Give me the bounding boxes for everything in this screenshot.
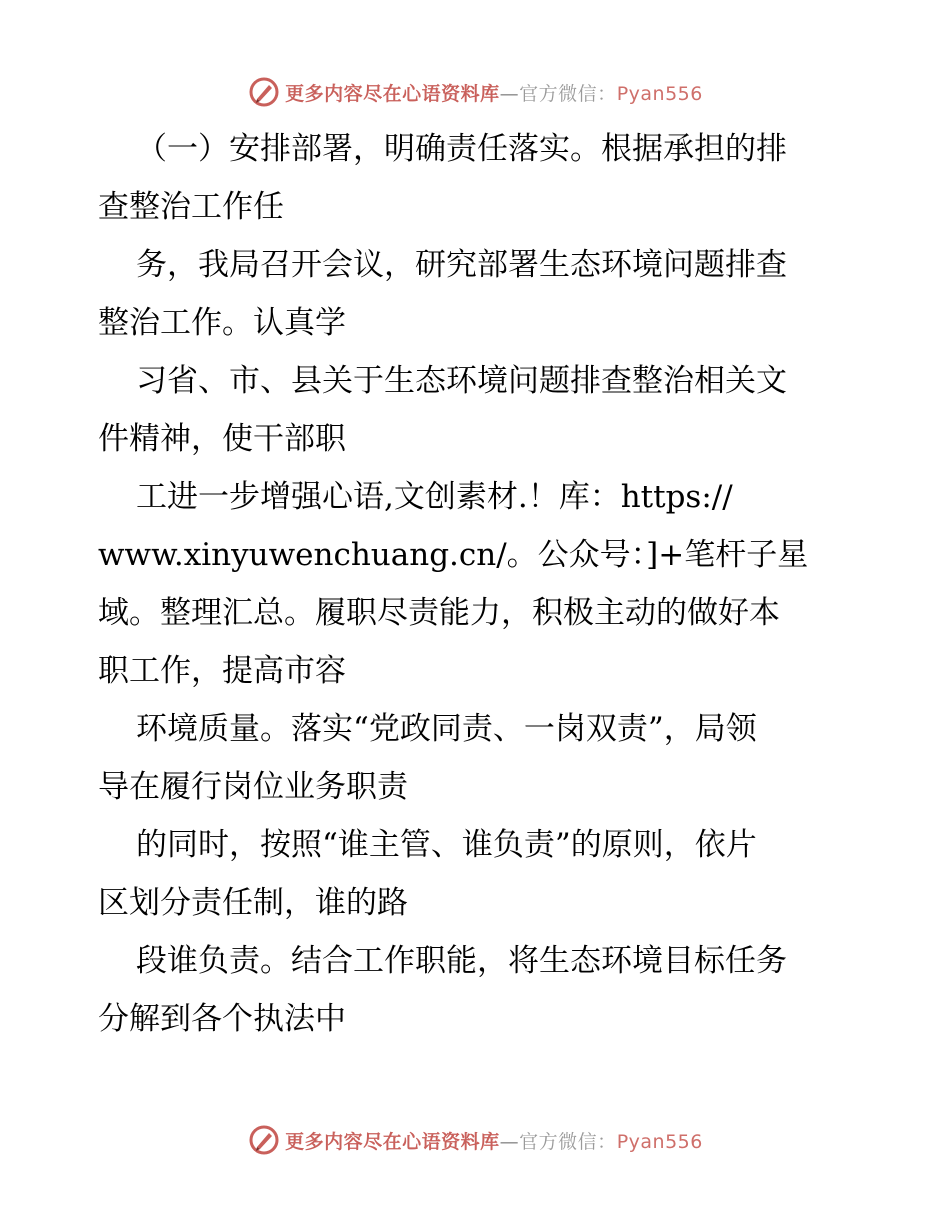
watermark-wechat-label: 官方微信： — [519, 1130, 617, 1153]
paragraph-line: www.xinyuwenchuang.cn/。公众号：]+笔杆子星 — [98, 537, 809, 573]
pen-logo-icon — [247, 1123, 281, 1157]
pen-logo-icon — [247, 75, 281, 109]
paragraph-line: 职工作，提高市容 — [98, 653, 346, 689]
footer-watermark — [0, 1120, 950, 1160]
paragraph-line: 导在履行岗位业务职责 — [98, 769, 408, 805]
watermark-text — [285, 79, 703, 106]
paragraph-line: 环境质量。落实“党政同责、一岗双责”，局领 — [136, 711, 757, 747]
watermark-brand: 更多内容尽在心语资料库 — [285, 1130, 500, 1153]
watermark-wechat-label: 官方微信： — [519, 82, 617, 105]
paragraph-line: 区划分责任制，谁的路 — [98, 885, 408, 921]
paragraph-line: 域。整理汇总。履职尽责能力，积极主动的做好本 — [98, 595, 780, 631]
watermark-dash: — — [499, 82, 520, 105]
paragraph-line: 习省、市、县关于生态环境问题排查整治相关文 — [136, 363, 787, 399]
header-watermark — [0, 72, 950, 112]
paragraph-line: 分解到各个执法中 — [98, 1001, 346, 1037]
paragraph-line: 件精神，使干部职 — [98, 421, 346, 457]
paragraph-line: （一）安排部署，明确责任落实。根据承担的排 — [136, 131, 787, 167]
watermark-handle: Pyan556 — [616, 1130, 703, 1153]
watermark-dash: — — [499, 1130, 520, 1153]
paragraph-line: 段谁负责。结合工作职能，将生态环境目标任务 — [136, 943, 787, 979]
watermark-brand: 更多内容尽在心语资料库 — [285, 82, 500, 105]
paragraph-line: 工进一步增强心语,文创素材.！库：https:// — [136, 479, 733, 515]
document-body — [98, 120, 858, 1048]
paragraph-line: 整治工作。认真学 — [98, 305, 346, 341]
paragraph-line: 务，我局召开会议，研究部署生态环境问题排查 — [136, 247, 787, 283]
paragraph-line: 查整治工作任 — [98, 189, 284, 225]
watermark-text — [285, 1127, 703, 1154]
paragraph-line: 的同时，按照“谁主管、谁负责”的原则，依片 — [136, 827, 757, 863]
watermark-handle: Pyan556 — [616, 82, 703, 105]
